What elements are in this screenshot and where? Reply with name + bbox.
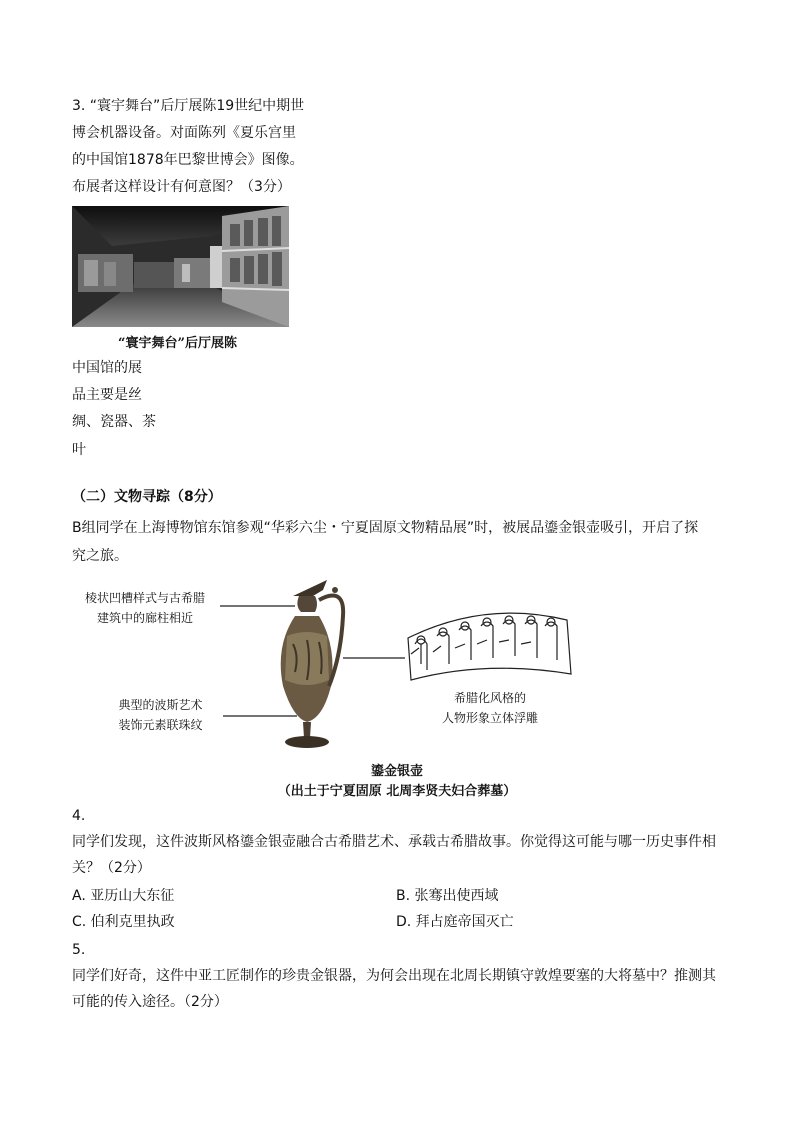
q3-note-line-1: 中国馆的展 — [72, 360, 142, 376]
label-pearl-roundel-line-2: 装饰元素联珠纹 — [118, 718, 203, 732]
label-hellenistic-relief-line-2: 人物形象立体浮雕 — [441, 711, 538, 725]
section-title: （二）文物寻踪（8分） — [72, 489, 222, 505]
q4-option-c[interactable]: C. 伯利克里执政 — [72, 914, 175, 930]
q5-line-2: 可能的传入途径。（2分） — [72, 994, 228, 1010]
q5-line-1: 同学们好奇，这件中亚工匠制作的珍贵金银器，为何会出现在北周长期镇守敦煌要塞的大将墓中？推测其 — [72, 968, 716, 984]
ewer-caption-sub: （出土于宁夏固原 北周李贤夫妇合葬墓） — [277, 784, 517, 799]
q4-option-b[interactable]: B. 张骞出使西域 — [396, 888, 499, 904]
q3-note-line-2: 品主要是丝 — [72, 387, 142, 403]
q4-line-1: 同学们发现，这件波斯风格鎏金银壶融合古希腊艺术、承载古希腊故事。你觉得这可能与哪一历史事件相 — [72, 834, 716, 850]
label-fluted-columns-line-1: 棱状凹槽样式与古希腊 — [84, 591, 205, 605]
q4-line-2: 关？（2分） — [72, 860, 151, 876]
q3-note-line-3: 绸、瓷器、茶 — [72, 414, 156, 430]
q3-line-1: 3. “寰宇舞台”后厅展陈19世纪中期世 — [72, 98, 305, 114]
q3-line-3: 的中国馆1878年巴黎世博会》图像。 — [72, 152, 304, 168]
q3-note-line-4: 叶 — [72, 442, 86, 458]
q4-option-d[interactable]: D. 拜占庭帝国灭亡 — [396, 914, 514, 930]
section-intro-line-1: B组同学在上海博物馆东馆参观“华彩六尘・宁夏固原文物精品展”时，被展品鎏金银壶吸引，开启了探 — [72, 520, 699, 536]
label-fluted-columns-line-2: 建筑中的廊柱相近 — [96, 611, 193, 625]
section-intro-line-2: 究之旅。 — [72, 548, 128, 564]
q5-number: 5. — [72, 942, 86, 958]
ewer-figure — [215, 576, 585, 756]
label-pearl-roundel — [98, 695, 223, 735]
ewer-caption-title: 鎏金银壶 — [370, 764, 423, 779]
q4-number: 4. — [72, 808, 86, 824]
q3-line-4: 布展者这样设计有何意图？（3分） — [72, 179, 291, 195]
gilt-silver-ewer-image — [281, 580, 343, 748]
exhibition-hall-photo — [72, 206, 289, 327]
label-fluted-columns — [70, 588, 220, 628]
q3-line-2: 博会机器设备。对面陈列《夏乐宫里 — [72, 125, 296, 141]
label-hellenistic-relief-line-1: 希腊化风格的 — [453, 691, 526, 705]
exhibition-photo-caption: “寰宇舞台”后厅展陈 — [118, 336, 237, 351]
label-pearl-roundel-line-1: 典型的波斯艺术 — [118, 698, 203, 712]
q4-option-a[interactable]: A. 亚历山大东征 — [72, 888, 175, 904]
relief-figures-drawing — [408, 613, 571, 680]
